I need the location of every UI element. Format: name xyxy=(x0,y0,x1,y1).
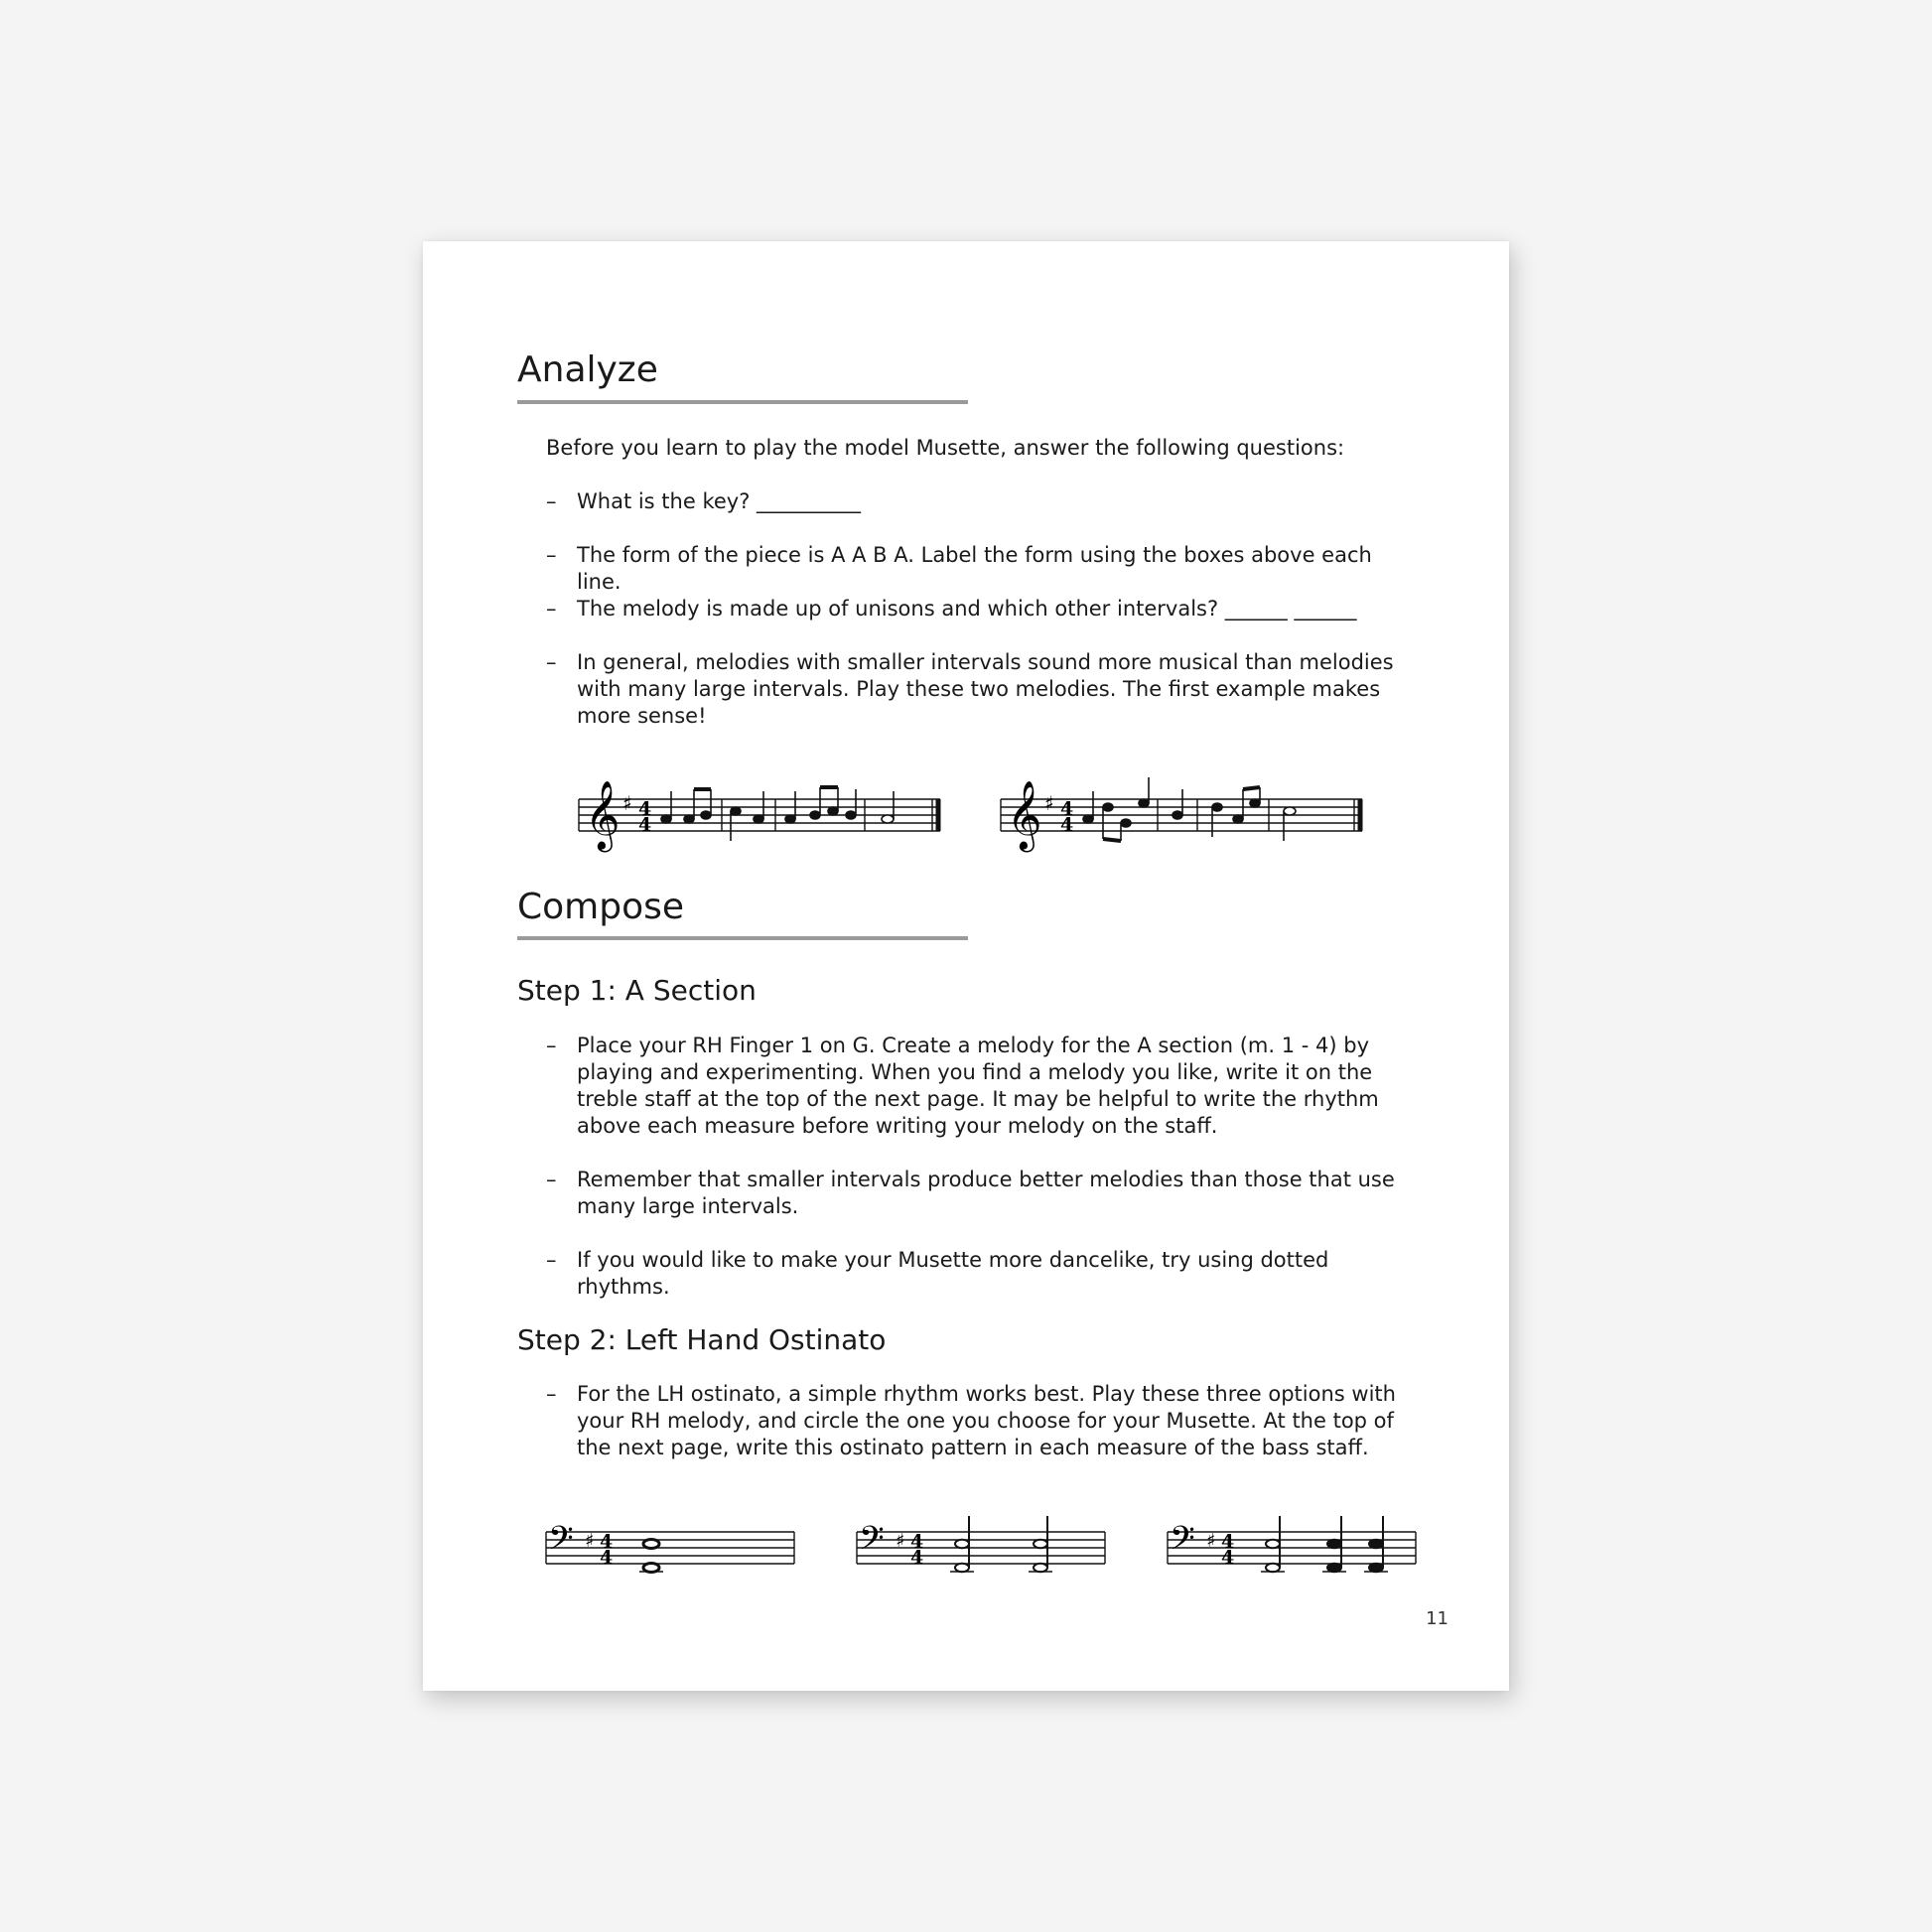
step1-item xyxy=(546,1033,1400,1140)
ostinato-option-2 xyxy=(855,1510,1108,1582)
step1-text: If you would like to make your Musette more dancelike, try using dotted rhythms. xyxy=(577,1248,1329,1299)
bass-clef-icon: 𝄢 xyxy=(1170,1520,1195,1566)
analyze-heading: Analyze xyxy=(517,349,658,390)
time-sig-bottom: 4 xyxy=(910,1547,924,1569)
question-text: What is the key? __________ xyxy=(577,489,862,513)
bass-clef-icon: 𝄢 xyxy=(548,1520,574,1566)
sharp-icon: ♯ xyxy=(1044,791,1054,815)
compose-heading-rule xyxy=(517,936,968,940)
time-sig-top: 4 xyxy=(1221,1531,1235,1553)
sharp-icon: ♯ xyxy=(896,1530,905,1552)
question-text: The melody is made up of unisons and which other intervals? ______ ______ xyxy=(577,597,1357,621)
question-text: The form of the piece is A A B A. Label the form using the boxes above each line. xyxy=(577,543,1372,594)
step2-heading: Step 2: Left Hand Ostinato xyxy=(517,1323,887,1356)
step2-item xyxy=(546,1381,1400,1461)
analyze-heading-rule xyxy=(517,400,968,404)
time-sig-top: 4 xyxy=(638,798,652,820)
step1-item xyxy=(546,1247,1400,1301)
time-sig-bottom: 4 xyxy=(1221,1547,1235,1569)
question-key xyxy=(546,488,1400,515)
ostinato-option-3 xyxy=(1166,1510,1419,1582)
question-intervals xyxy=(546,596,1400,622)
analyze-intro: Before you learn to play the model Musette, answer the following questions: xyxy=(546,436,1345,460)
step1-text: Place your RH Finger 1 on G. Create a melody for the A section (m. 1 - 4) by playing and experimenting. When you find a melody you like, write it on the treble staff at the top of the next page. It may be helpful to write the rhythm above each measure before writing your melody on the staff. xyxy=(577,1034,1379,1138)
bullet-dash: – xyxy=(546,1382,557,1406)
step1-item xyxy=(546,1167,1400,1220)
question-melodies xyxy=(546,649,1400,730)
compose-heading: Compose xyxy=(517,887,685,927)
bullet-dash: – xyxy=(546,543,557,567)
bullet-dash: – xyxy=(546,489,557,513)
page-number: 11 xyxy=(1426,1608,1449,1629)
question-form xyxy=(546,542,1400,596)
time-sig-bottom: 4 xyxy=(1060,814,1074,836)
question-text: In general, melodies with smaller intervals sound more musical than melodies with many large intervals. Play these two melodies. The first example makes more sense! xyxy=(577,650,1394,728)
workbook-page xyxy=(423,241,1509,1691)
treble-clef-icon: 𝄞 xyxy=(1007,780,1042,850)
time-sig-top: 4 xyxy=(1060,798,1074,820)
ostinato-option-1 xyxy=(544,1510,797,1582)
bullet-dash: – xyxy=(546,650,557,674)
time-sig-top: 4 xyxy=(600,1531,614,1553)
bullet-dash: – xyxy=(546,597,557,621)
step1-text: Remember that smaller intervals produce better melodies than those that use many large intervals. xyxy=(577,1168,1395,1218)
bullet-dash: – xyxy=(546,1034,557,1057)
time-sig-bottom: 4 xyxy=(600,1547,614,1569)
step1-heading: Step 1: A Section xyxy=(517,974,757,1007)
melody-example-smooth xyxy=(577,765,944,857)
sharp-icon: ♯ xyxy=(585,1530,595,1552)
sharp-icon: ♯ xyxy=(622,791,632,815)
treble-clef-icon: 𝄞 xyxy=(585,780,621,850)
sharp-icon: ♯ xyxy=(1206,1530,1216,1552)
bass-clef-icon: 𝄢 xyxy=(859,1520,885,1566)
time-sig-bottom: 4 xyxy=(638,814,652,836)
melody-example-leaps xyxy=(999,765,1366,857)
bullet-dash: – xyxy=(546,1248,557,1272)
time-sig-top: 4 xyxy=(910,1531,924,1553)
step2-text: For the LH ostinato, a simple rhythm works best. Play these three options with your RH melody, and circle the one you choose for your Musette. At the top of the next page, write this ostinato pattern in each measure of the bass staff. xyxy=(577,1382,1396,1459)
bullet-dash: – xyxy=(546,1168,557,1191)
